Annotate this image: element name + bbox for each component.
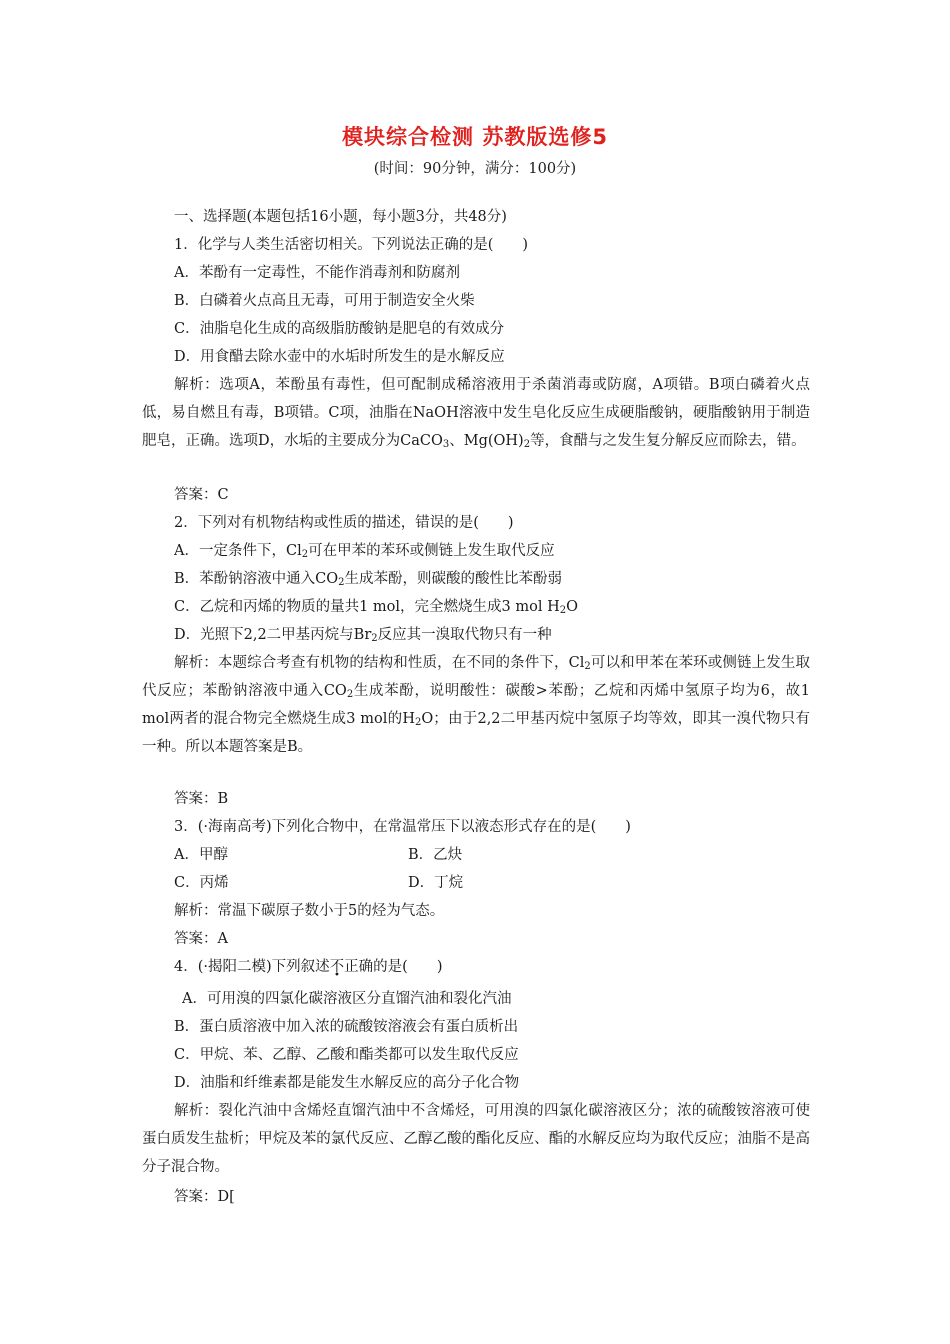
- q2-option-a: A．一定条件下，$Cl_2$可在甲苯的苯环或侧链上发生取代反应: [174, 543, 555, 560]
- q2-option-b: B．苯酚钠溶液中通入$CO_2$生成苯酚，则碳酸的酸性比苯酚弱: [174, 571, 563, 588]
- section-heading: 一、选择题(本题包括16小题，每小题3分，共48分): [174, 209, 507, 225]
- q1-answer: 答案：C: [174, 487, 229, 503]
- q2-answer: 答案：B: [174, 791, 229, 807]
- q1-option-c: C．油脂皂化生成的高级脂肪酸钠是肥皂的有效成分: [174, 321, 505, 337]
- emphasis-mark: 不: [329, 959, 345, 975]
- q3-option-d: D．丁烷: [408, 875, 464, 891]
- page-subtitle: (时间：90分钟，满分：100分): [373, 161, 577, 177]
- q3-option-a: A．甲醇: [174, 847, 228, 863]
- q3-analysis: 解析：常温下碳原子数小于5的烃为气态。: [174, 903, 445, 919]
- q2-analysis: 解析：本题综合考查有机物的结构和性质，在不同的条件下，$Cl_2$可以和甲苯在苯环或侧链上发生取代反应；苯酚钠溶液中通入$CO_2$生成苯酚，说明酸性：碳酸>苯酚；乙烷和丙烯中氢原子均为6，故1 mol两者的混合物完全燃烧生成3 mol的$H_2O$；由于2,2二甲基丙烷中氢原子均等效，即其一溴代物只有一种。所以本题答案是B。: [142, 655, 810, 755]
- q4-option-a: A．可用溴的四氯化碳溶液区分直馏汽油和裂化汽油: [182, 991, 512, 1007]
- q2-option-d: D．光照下2,2二甲基丙烷与$Br_2$反应其一溴取代物只有一种: [174, 627, 552, 644]
- q4-option-d: D．油脂和纤维素都是能发生水解反应的高分子化合物: [174, 1075, 520, 1091]
- q3-option-b: B．乙炔: [408, 847, 463, 863]
- q1-stem: 1．化学与人类生活密切相关。下列说法正确的是( ): [174, 237, 529, 253]
- q3-stem: 3．(·海南高考)下列化合物中，在常温常压下以液态形式存在的是( ): [174, 819, 631, 835]
- q2-stem: 2．下列对有机物结构或性质的描述，错误的是( ): [174, 515, 514, 531]
- q3-answer: 答案：A: [174, 931, 228, 947]
- q2-option-c: C．乙烷和丙烯的物质的量共1 mol，完全燃烧生成3 mol $H_2O$: [174, 599, 579, 616]
- q1-option-d: D．用食醋去除水壶中的水垢时所发生的是水解反应: [174, 349, 505, 365]
- q4-analysis: 解析：裂化汽油中含烯烃直馏汽油中不含烯烃，可用溴的四氯化碳溶液区分；浓的硫酸铵溶液可使蛋白质发生盐析；甲烷及苯的氯代反应、乙醇乙酸的酯化反应、酯的水解反应均为取代反应；油脂不是高分子混合物。: [142, 1103, 810, 1175]
- q1-option-a: A．苯酚有一定毒性，不能作消毒剂和防腐剂: [174, 265, 460, 281]
- page-title: 模块综合检测 苏教版选修5: [342, 125, 608, 149]
- q4-stem: 4．(·揭阳二模)下列叙述不正确的是( ): [174, 959, 443, 975]
- q4-answer: 答案：D[: [174, 1189, 235, 1205]
- q4-option-c: C．甲烷、苯、乙醇、乙酸和酯类都可以发生取代反应: [174, 1047, 519, 1063]
- q4-option-b: B．蛋白质溶液中加入浓的硫酸铵溶液会有蛋白质析出: [174, 1019, 519, 1035]
- q3-option-c: C．丙烯: [174, 875, 229, 891]
- q1-option-b: B．白磷着火点高且无毒，可用于制造安全火柴: [174, 293, 475, 309]
- q1-analysis: 解析：选项A，苯酚虽有毒性，但可配制成稀溶液用于杀菌消毒或防腐，A项错。B项白磷着火点低，易自燃且有毒，B项错。C项，油脂在NaOH溶液中发生皂化反应生成硬脂酸钠，硬脂酸钠用于制造肥皂，正确。选项D，水垢的主要成分为CaCO$_3$、$Mg(OH)_2$等，食醋与之发生复分解反应而除去，错。: [142, 377, 810, 450]
